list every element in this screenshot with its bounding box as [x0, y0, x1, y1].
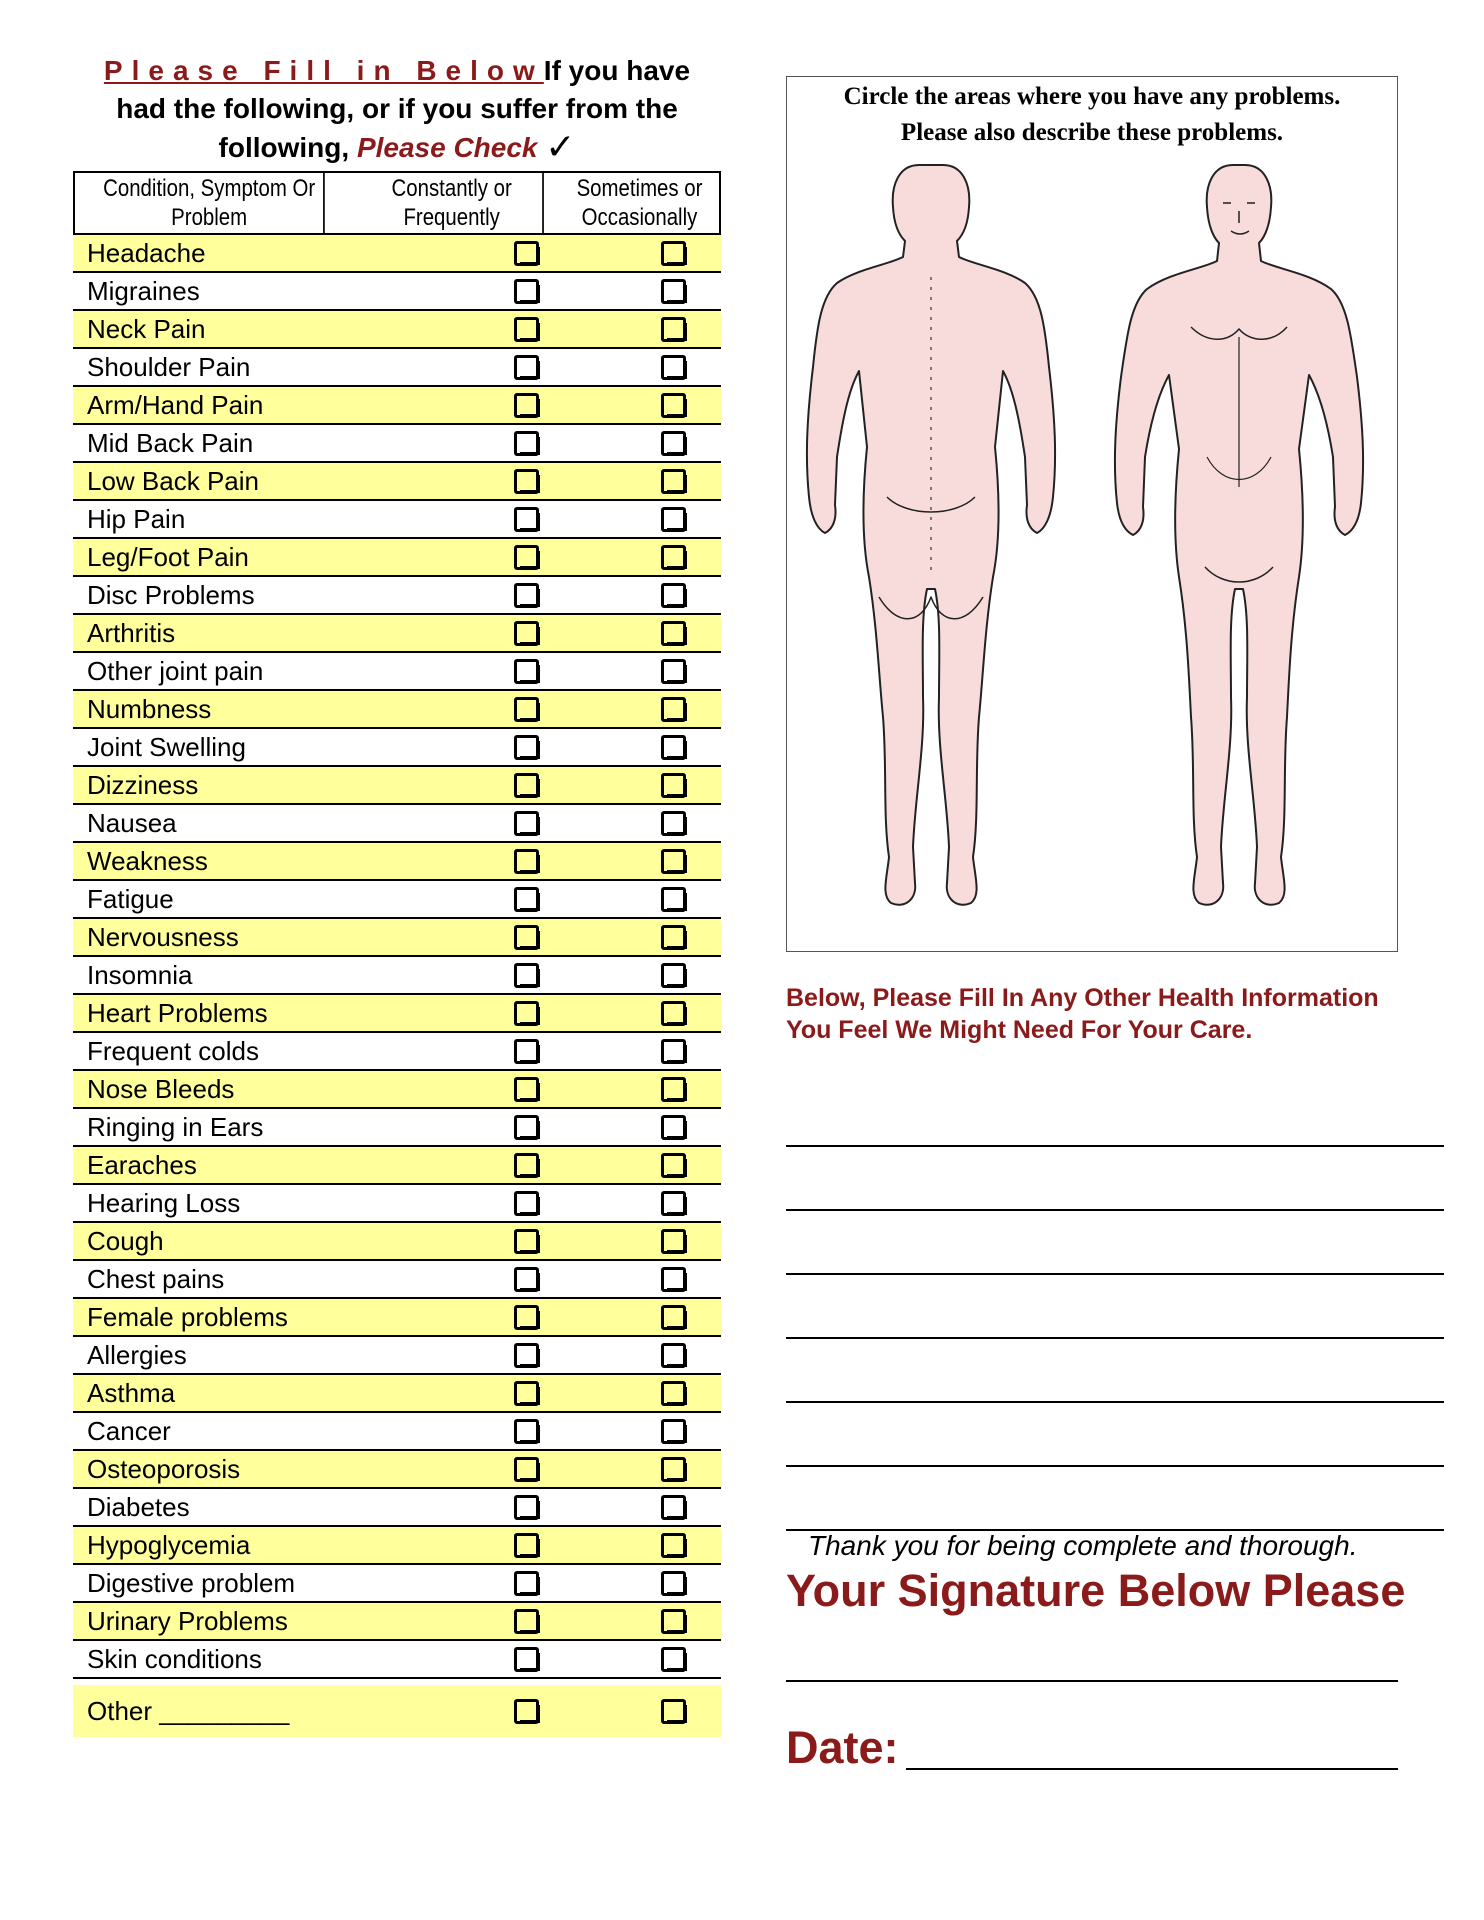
condition-label: Leg/Foot Pain — [87, 541, 249, 572]
occasionally-checkbox[interactable] — [661, 1495, 686, 1520]
condition-label: Low Back Pain — [87, 465, 259, 496]
occasionally-checkbox[interactable] — [661, 545, 686, 570]
occasionally-checkbox[interactable] — [661, 925, 686, 950]
frequently-checkbox[interactable] — [514, 1115, 539, 1140]
header-occasionally: Sometimes or Occasionally — [576, 175, 703, 231]
table-row — [73, 805, 721, 843]
fill-in-heading: Please Fill in Below — [103, 55, 544, 86]
frequently-checkbox[interactable] — [514, 963, 539, 988]
occasionally-checkbox[interactable] — [661, 317, 686, 342]
condition-label: Nose Bleeds — [87, 1073, 235, 1104]
condition-label: Other joint pain — [87, 655, 264, 686]
condition-label: Diabetes — [87, 1491, 190, 1522]
table-row — [73, 1033, 721, 1071]
instruction-text-3: following, — [218, 132, 350, 163]
frequently-checkbox[interactable] — [514, 659, 539, 684]
signature-line[interactable] — [786, 1680, 1398, 1682]
frequently-checkbox[interactable] — [514, 1419, 539, 1444]
thank-you-note: Thank you for being complete and thorough. — [808, 1530, 1358, 1561]
writing-line[interactable] — [786, 1273, 1444, 1275]
frequently-checkbox[interactable] — [514, 887, 539, 912]
condition-label: Hearing Loss — [87, 1187, 241, 1218]
condition-label: Migraines — [87, 275, 200, 306]
frequently-checkbox[interactable] — [514, 1077, 539, 1102]
checkmark-icon: ✓ — [545, 126, 576, 167]
frequently-checkbox[interactable] — [514, 431, 539, 456]
occasionally-checkbox[interactable] — [661, 697, 686, 722]
frequently-checkbox[interactable] — [514, 1153, 539, 1178]
occasionally-checkbox[interactable] — [661, 1305, 686, 1330]
frequently-checkbox[interactable] — [514, 697, 539, 722]
table-row — [73, 1641, 721, 1679]
frequently-checkbox[interactable] — [514, 1343, 539, 1368]
condition-label: Nervousness — [87, 921, 239, 952]
table-row-other — [73, 1685, 721, 1737]
occasionally-checkbox[interactable] — [661, 773, 686, 798]
table-row — [73, 1071, 721, 1109]
frequently-checkbox[interactable] — [514, 735, 539, 760]
table-row — [73, 1603, 721, 1641]
table-row — [73, 1413, 721, 1451]
table-row — [73, 691, 721, 729]
condition-label: Fatigue — [87, 883, 174, 914]
occasionally-checkbox[interactable] — [661, 1077, 686, 1102]
table-row — [73, 843, 721, 881]
table-row — [73, 995, 721, 1033]
frequently-checkbox[interactable] — [514, 1571, 539, 1596]
table-row — [73, 425, 721, 463]
frequently-checkbox[interactable] — [514, 849, 539, 874]
instructions — [73, 52, 721, 167]
table-row — [73, 729, 721, 767]
occasionally-checkbox[interactable] — [661, 659, 686, 684]
table-row — [73, 1147, 721, 1185]
frequently-checkbox[interactable] — [514, 469, 539, 494]
frequently-checkbox[interactable] — [514, 1647, 539, 1672]
header-condition: Condition, Symptom Or Problem — [95, 173, 325, 233]
caption-line-1: Circle the areas where you have any problems. — [843, 83, 1341, 110]
frequently-checkbox[interactable] — [514, 1267, 539, 1292]
signature-heading: Your Signature Below Please — [786, 1565, 1406, 1616]
frequently-checkbox[interactable] — [514, 545, 539, 570]
frequently-checkbox[interactable] — [514, 1229, 539, 1254]
other-health-info-prompt: Below, Please Fill In Any Other Health Information You Feel We Might Need For Your Care. — [786, 984, 1379, 1044]
condition-label: Urinary Problems — [87, 1605, 288, 1636]
symptom-checklist — [73, 52, 721, 1737]
condition-label: Ringing in Ears — [87, 1111, 264, 1142]
body-front-view — [1115, 165, 1363, 905]
table-row — [73, 957, 721, 995]
frequently-checkbox[interactable] — [514, 925, 539, 950]
occasionally-checkbox[interactable] — [661, 621, 686, 646]
instruction-text-2: had the following, or if you suffer from the — [116, 93, 678, 124]
table-row — [73, 501, 721, 539]
table-row — [73, 1489, 721, 1527]
frequently-checkbox[interactable] — [514, 355, 539, 380]
condition-label: Disc Problems — [87, 579, 255, 610]
table-row — [73, 1375, 721, 1413]
occasionally-checkbox[interactable] — [661, 1609, 686, 1634]
condition-label: Insomnia — [87, 959, 193, 990]
writing-line[interactable] — [786, 1401, 1444, 1403]
occasionally-checkbox[interactable] — [661, 355, 686, 380]
condition-label: Cough — [87, 1225, 164, 1256]
condition-label: Numbness — [87, 693, 212, 724]
occasionally-checkbox[interactable] — [661, 1229, 686, 1254]
caption-line-2: Please also describe these problems. — [900, 119, 1284, 146]
occasionally-checkbox[interactable] — [661, 1533, 686, 1558]
table-row — [73, 1261, 721, 1299]
body-diagram[interactable] — [787, 157, 1399, 947]
condition-label: Hypoglycemia — [87, 1529, 251, 1560]
table-row — [73, 273, 721, 311]
frequently-checkbox[interactable] — [514, 1039, 539, 1064]
table-row — [73, 1109, 721, 1147]
body-diagram-box — [786, 76, 1398, 952]
table-row — [73, 1527, 721, 1565]
condition-rows — [73, 235, 721, 1679]
table-row — [73, 615, 721, 653]
please-check-text: Please Check — [356, 132, 538, 163]
condition-label: Nausea — [87, 807, 177, 838]
condition-label: Mid Back Pain — [87, 427, 254, 458]
frequently-checkbox[interactable] — [514, 621, 539, 646]
table-row — [73, 1299, 721, 1337]
condition-label: Earaches — [87, 1149, 197, 1180]
occasionally-checkbox[interactable] — [661, 1571, 686, 1596]
occasionally-checkbox[interactable] — [661, 393, 686, 418]
frequently-checkbox[interactable] — [514, 1609, 539, 1634]
occasionally-checkbox[interactable] — [661, 1457, 686, 1482]
occasionally-checkbox[interactable] — [661, 241, 686, 266]
occasionally-checkbox[interactable] — [661, 1381, 686, 1406]
occasionally-checkbox[interactable] — [661, 279, 686, 304]
table-row — [73, 539, 721, 577]
writing-line[interactable] — [786, 1209, 1444, 1211]
occasionally-checkbox[interactable] — [661, 1001, 686, 1026]
condition-label: Joint Swelling — [87, 731, 246, 762]
writing-line[interactable] — [786, 1337, 1444, 1339]
occasionally-checkbox[interactable] — [661, 469, 686, 494]
condition-label: Digestive problem — [87, 1567, 296, 1598]
frequently-checkbox[interactable] — [514, 279, 539, 304]
condition-label: Female problems — [87, 1301, 288, 1332]
table-row — [73, 653, 721, 691]
body-back-view — [807, 165, 1055, 905]
table-row — [73, 919, 721, 957]
table-row — [73, 1185, 721, 1223]
frequently-checkbox[interactable] — [514, 1457, 539, 1482]
writing-line[interactable] — [786, 1145, 1444, 1147]
table-row — [73, 349, 721, 387]
condition-label: Heart Problems — [87, 997, 268, 1028]
condition-label: Neck Pain — [87, 313, 206, 344]
frequently-checkbox[interactable] — [514, 1001, 539, 1026]
header-frequently: Constantly or Frequently — [361, 173, 544, 233]
occasionally-checkbox[interactable] — [661, 583, 686, 608]
writing-line[interactable] — [786, 1465, 1444, 1467]
table-row — [73, 311, 721, 349]
table-header — [73, 171, 721, 235]
frequently-checkbox[interactable] — [514, 1305, 539, 1330]
condition-label: Arthritis — [87, 617, 176, 648]
condition-label: Hip Pain — [87, 503, 186, 534]
frequently-checkbox[interactable] — [514, 507, 539, 532]
frequently-checkbox[interactable] — [514, 1533, 539, 1558]
occasionally-checkbox[interactable] — [661, 1699, 686, 1724]
condition-label: Cancer — [87, 1415, 171, 1446]
occasionally-checkbox[interactable] — [661, 1153, 686, 1178]
table-row — [73, 1451, 721, 1489]
occasionally-checkbox[interactable] — [661, 887, 686, 912]
table-row — [73, 463, 721, 501]
occasionally-checkbox[interactable] — [661, 1419, 686, 1444]
frequently-checkbox[interactable] — [514, 1495, 539, 1520]
table-row — [73, 1223, 721, 1261]
table-row — [73, 577, 721, 615]
frequently-checkbox[interactable] — [514, 1191, 539, 1216]
condition-label: Arm/Hand Pain — [87, 389, 264, 420]
frequently-checkbox[interactable] — [514, 773, 539, 798]
condition-label: Weakness — [87, 845, 208, 876]
occasionally-checkbox[interactable] — [661, 811, 686, 836]
date-line[interactable] — [906, 1768, 1398, 1770]
occasionally-checkbox[interactable] — [661, 735, 686, 760]
frequently-checkbox[interactable] — [514, 583, 539, 608]
frequently-checkbox[interactable] — [514, 317, 539, 342]
frequently-checkbox[interactable] — [514, 1699, 539, 1724]
occasionally-checkbox[interactable] — [661, 1115, 686, 1140]
date-label: Date: — [786, 1722, 899, 1773]
frequently-checkbox[interactable] — [514, 241, 539, 266]
condition-label: Skin conditions — [87, 1643, 262, 1674]
frequently-checkbox[interactable] — [514, 811, 539, 836]
condition-label: Shoulder Pain — [87, 351, 251, 382]
condition-label: Headache — [87, 237, 206, 268]
table-row — [73, 235, 721, 273]
frequently-checkbox[interactable] — [514, 393, 539, 418]
occasionally-checkbox[interactable] — [661, 507, 686, 532]
condition-label: Allergies — [87, 1339, 187, 1370]
occasionally-checkbox[interactable] — [661, 1039, 686, 1064]
diagram-caption — [787, 79, 1397, 151]
occasionally-checkbox[interactable] — [661, 1267, 686, 1292]
table-row — [73, 1337, 721, 1375]
occasionally-checkbox[interactable] — [661, 1343, 686, 1368]
condition-label: Other _________ — [87, 1695, 290, 1726]
occasionally-checkbox[interactable] — [661, 1647, 686, 1672]
table-row — [73, 387, 721, 425]
table-row — [73, 767, 721, 805]
occasionally-checkbox[interactable] — [661, 1191, 686, 1216]
condition-label: Chest pains — [87, 1263, 225, 1294]
occasionally-checkbox[interactable] — [661, 431, 686, 456]
condition-label: Asthma — [87, 1377, 176, 1408]
condition-label: Dizziness — [87, 769, 199, 800]
table-row — [73, 881, 721, 919]
table-row — [73, 1565, 721, 1603]
instruction-text-1: If you have — [543, 55, 691, 86]
occasionally-checkbox[interactable] — [661, 849, 686, 874]
condition-label: Osteoporosis — [87, 1453, 241, 1484]
frequently-checkbox[interactable] — [514, 1381, 539, 1406]
condition-label: Frequent colds — [87, 1035, 259, 1066]
occasionally-checkbox[interactable] — [661, 963, 686, 988]
